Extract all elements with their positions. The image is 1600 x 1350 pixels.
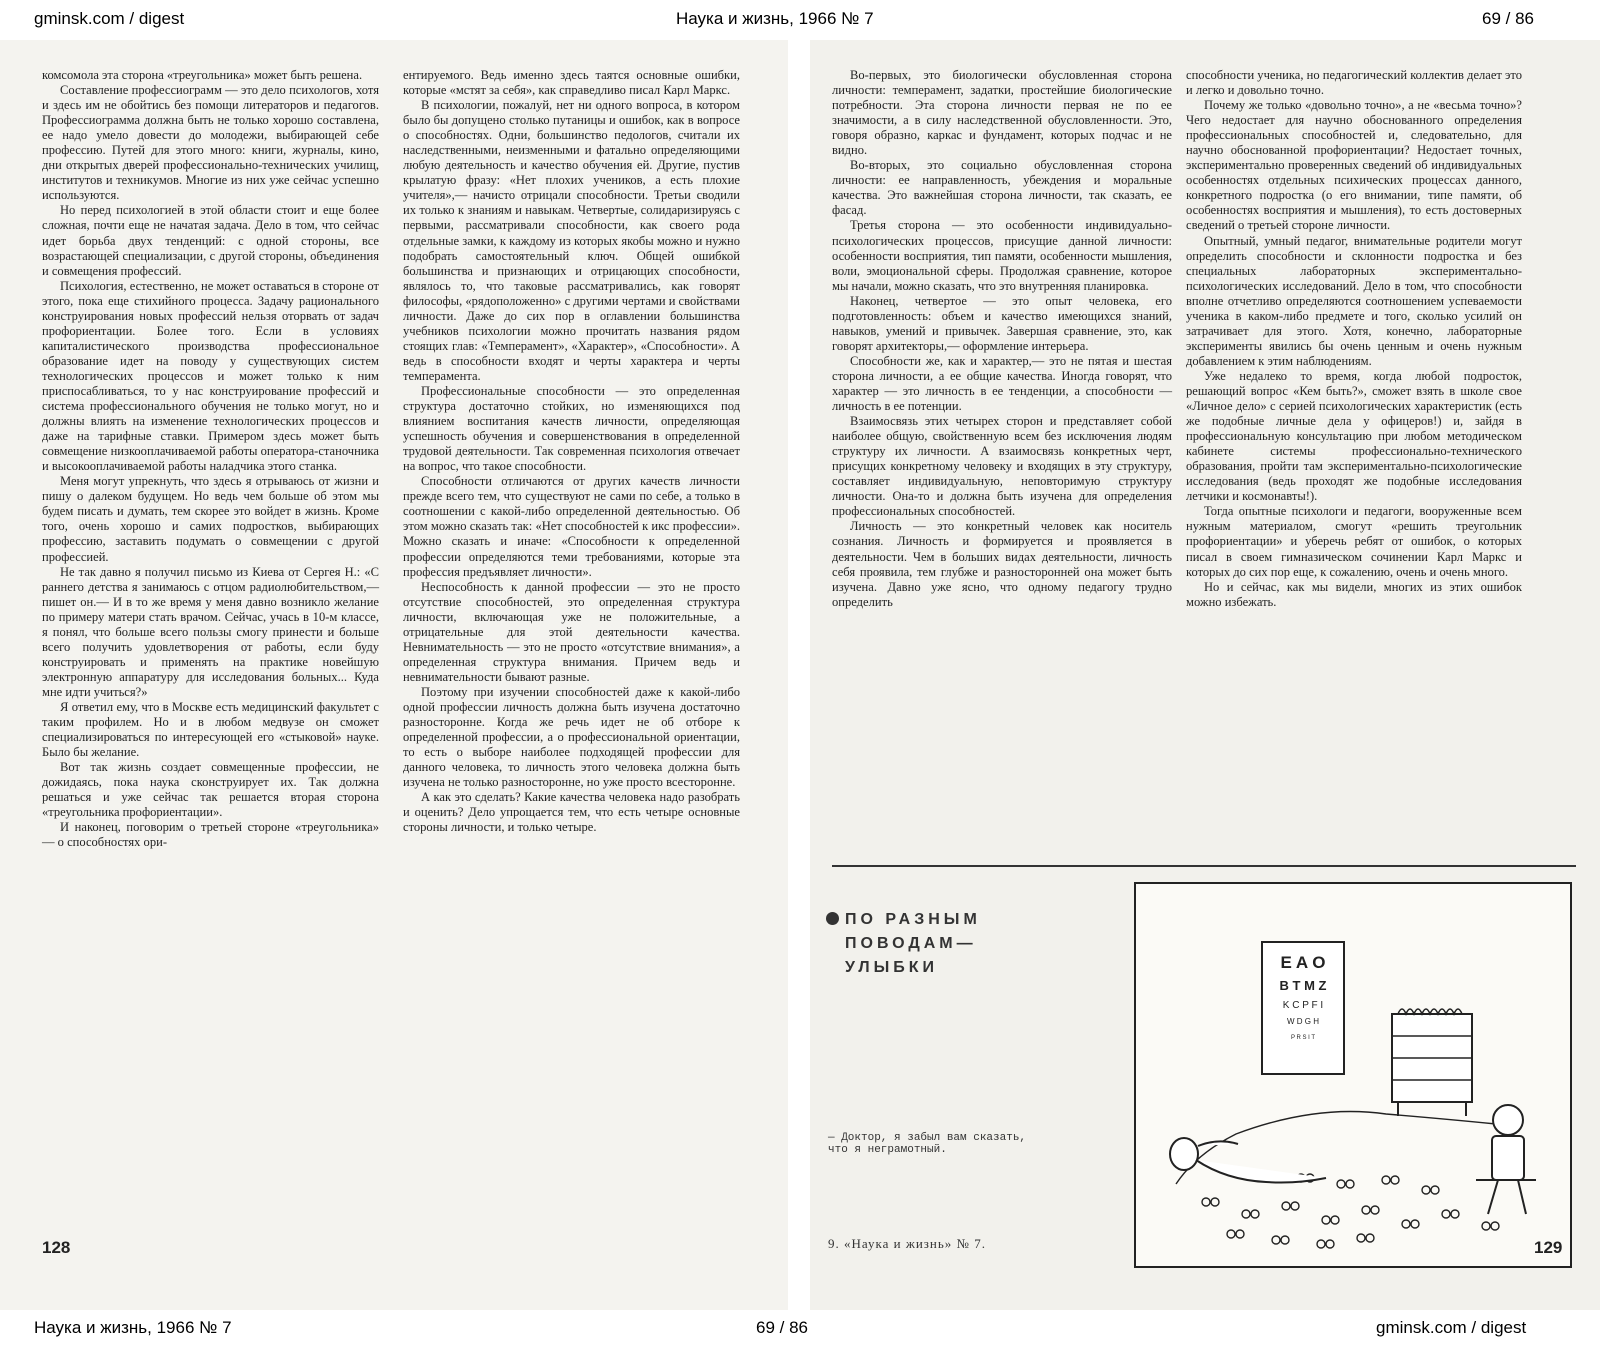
humor-heading-line: ПО РАЗНЫМ — [845, 911, 981, 928]
right-column-2 — [1186, 68, 1522, 610]
paragraph: Тогда опытные психологи и педагоги, вооруженные всем нужным материалом, смогут «решить треугольник профориентации» и уберечь ребят от ошибок, о которых писал в своем гимназическом сочинении Карл Маркс и которых до сих пор еще, к сожалению, очень и очень много. — [1186, 504, 1522, 579]
page-128 — [0, 40, 788, 1310]
section-divider — [832, 865, 1576, 867]
paragraph: Составление профессиограмм — это дело психологов, хотя и здесь им не обойтись без помощи литераторов и педагогов. Профессиограмма должна быть не только хорошо составлена, ее надо умело довести до молодежи, выбирающей себе профессию. Путей для этого много: книги, журналы, кино, дни открытых дверей профессионально-технических училищ, институтов и техникумов. Многие из них уже сейчас успешно используются. — [42, 83, 379, 203]
page-number-right: 129 — [1534, 1238, 1563, 1257]
eye-chart-row: W D G H — [1287, 1017, 1319, 1026]
footer-page-counter: 69 / 86 — [756, 1318, 808, 1337]
left-column-2 — [403, 68, 740, 835]
humor-heading-line: УЛЫБКИ — [845, 959, 938, 976]
paragraph: Не так давно я получил письмо из Киева от Сергея Н.: «С раннего детства я занимаюсь с отцом радиолюбительством,— пишет он.— И в то же время у меня давно возникло желание по примеру матери стать врачом. Сейчас, учась в 10-м классе, я понял, что больше всего пользы смогу принести и больше всего получить удовлетворения от работы, если буду конструировать и применять на практике новейшую электронную аппаратуру для исследования больных... Куда мне идти учиться?» — [42, 564, 379, 699]
eye-chart-row: P R S I T — [1290, 1035, 1316, 1041]
paragraph: Но и сейчас, как мы видели, многих из этих ошибок можно избежать. — [1186, 579, 1522, 609]
paragraph: способности ученика, но педагогический коллектив делает это и легко и довольно точно. — [1186, 68, 1523, 98]
paragraph: Взаимосвязь этих четырех сторон и представляет собой наиболее общую, свойственную всем без исключения людям структуру их личности. А взаимосвязь конкретных черт, присущих конкретному человеку и входящих в эту структуру, составляет индивидуальную, неповторимую структуру личности. Она-то и должна быть изучена для определения профессиональных способностей. — [832, 414, 1172, 519]
paragraph: Во-первых, это биологически обусловленная сторона личности: темперамент, задатки, простейшие биологические потребности. Эта сторона личности первая не по ее значимости, а в силу наследственной обусловленности. Это, говоря образно, каркас и фундамент, которых подчас и не видно. — [832, 68, 1172, 158]
eye-chart-row: B T M Z — [1279, 978, 1327, 993]
paragraph: Неспособность к данной профессии — это не просто отсутствие способностей, это определенная структура личности, включающая уже не положительные, а отрицательные для этой деятельности качества. Невнимательность — это не просто «отсутствие внимания», а определенная структура внимания. Причем ведь и невнимательности бывают разные. — [403, 579, 740, 684]
page-129 — [810, 40, 1600, 1310]
humor-heading-line: ПОВОДАМ— — [845, 935, 977, 952]
bullet-icon — [826, 912, 839, 925]
paragraph: Уже недалеко то время, когда любой подросток, решающий вопрос «Кем быть?», сможет взять в школе свое «Личное дело» с серией психологических характеристик (есть же подобные личные дела у офицеров!) и, зайдя в профессиональную консультацию при любом методическом кабинете системы профессионально-технического образования, пройти там экспериментально-психологические исследования (ведь проходят же подобные исследования летчики и космонавты!). — [1186, 368, 1522, 504]
paragraph: Опытный, умный педагог, внимательные родители могут определить способности и склонности подростка и без специальных лабораторных экспериментально-психологических исследований. Дело в том, что способности вполне отчетливо определяются соотношением успеваемости ученика в каком-либо предмете и того, сколько усилий он затрачивает для этого. Хотя, конечно, лабораторные эксперименты явились бы очень ценным и очень нужным добавлением к этим наблюдениям. — [1186, 233, 1522, 368]
paragraph: А как это сделать? Какие качества человека надо разобрать и оценить? Дело упрощается тем, что есть четыре основные стороны личности, и только четыре. — [403, 790, 740, 835]
paragraph: Поэтому при изучении способностей даже к какой-либо одной профессии личность должна быть изучена достаточно разносторонне. Когда же речь идет не об отборе к определенной профессии, а о профессиональной ориентации, то есть о выборе наиболее подходящей профессии для данного человека, то личность этого человека должна быть изучена не только разносторонне, но уже просто всесторонне. — [403, 684, 740, 790]
cartoon-caption: — Доктор, я забыл вам сказать, что я неграмотный. — [828, 1132, 1027, 1156]
header-title: Наука и жизнь, 1966 № 7 — [676, 9, 874, 28]
cartoon-drawing-icon — [1136, 884, 1570, 1266]
page-number-left: 128 — [42, 1238, 71, 1257]
paragraph: Во-вторых, это социально обусловленная сторона личности: ее направленность, убеждения и моральные качества. Это важнейшая сторона личности, так сказать, ее фасад. — [832, 158, 1172, 218]
cartoon-illustration — [1134, 882, 1572, 1268]
left-column-1 — [42, 68, 379, 850]
footer-site: gminsk.com / digest — [1376, 1318, 1527, 1337]
humor-heading — [826, 908, 981, 980]
paragraph: Но перед психологией в этой области стоит и еще более сложная, почти еще не начатая задача. Дело в том, что сейчас идет борьба двух тенденций: с одной стороны, все возрастающей специализации, с другой стороны, объединения и совмещения профессий. — [42, 203, 379, 278]
paragraph: Я ответил ему, что в Москве есть медицинский факультет с таким профилем. Но и в любом медвузе он сможет специализироваться по интересующей его «стыковой» науке. Было бы желание. — [42, 699, 379, 760]
paragraph: Личность — это конкретный человек как носитель сознания. Личность и формируется и проявляется в деятельности. Чем в больших видах деятельности, личность себя проявила, тем глубже и разносторонней она может быть изучена. Давно уже ясно, что одному педагогу трудно определить — [832, 519, 1172, 609]
paragraph: Способности отличаются от других качеств личности прежде всего тем, что существуют не сами по себе, а только в соотношении с какой-либо определенной деятельностью. Об этом можно сказать так: «Нет способностей к икс профессии». Можно сказать и иначе: «Способности к определенной профессии определяются теми требованиями, которые эта профессия предъявляет личности». — [403, 474, 740, 579]
eye-chart-row: E A O — [1280, 953, 1326, 972]
paragraph: И наконец, поговорим о третьей стороне «треугольника» — о способностях ори- — [42, 820, 379, 850]
paragraph: Психология, естественно, не может оставаться в стороне от этого, пока еще стихийного процесса. Задачу рационального конструирования новых профессий нельзя оторвать от задач профориентации. Более того. Если в условиях капиталистического производства профессиональное образование идет на поводу у существующих систем технологических процессов и может только к ним приспосабливаться, то у нас конструирование профессий и система профессионального обучения не только могут, но и должны влиять на изменение технологических процессов и даже на тарифные ставки. Примером здесь может быть совмещение низкооплачиваемой работы оператора-станочника и высокооплачиваемой работы наладчика этого станка. — [42, 278, 379, 474]
page-footer-note: 9. «Наука и жизнь» № 7. — [828, 1236, 986, 1251]
footer-title: Наука и жизнь, 1966 № 7 — [34, 1318, 232, 1337]
paragraph: Способности же, как и характер,— это не пятая и шестая сторона личности, а ее общие качества. Иногда говорят, что характер — это личность в ее тенденции, а способности — личность в ее потенции. — [832, 353, 1172, 414]
paragraph: Почему же только «довольно точно», а не «весьма точно»? Чего недостает для научно обоснованного определения профессиональных способностей и, следовательно, для научно обоснованной профориентации? Недостает точных, экспериментально проверенных сведений об индивидуальных особенностях отдельных психических процессах данного, конкретного подростка (о его внимании, типе памяти, об особенностях восприятия и мышления), то есть достоверных сведений о третьей стороне личности. — [1186, 98, 1522, 233]
header-page-counter: 69 / 86 — [1482, 9, 1534, 28]
paragraph: Вот так жизнь создает совмещенные профессии, не дожидаясь, пока наука сконструирует их. Так должна решаться и уже сейчас так решается вторая сторона «треугольника профориентации». — [42, 760, 379, 820]
paragraph: ентируемого. Ведь именно здесь таятся основные ошибки, которые «мстят за себя», как справедливо писал Карл Маркс. — [403, 68, 740, 98]
paragraph: комсомола эта сторона «треугольника» может быть решена. — [42, 68, 363, 82]
eye-chart-row: K C P F I — [1282, 1000, 1324, 1011]
right-column-1 — [832, 68, 1172, 610]
paragraph: Наконец, четвертое — это опыт человека, его подготовленность: объем и качество имеющихся знаний, навыков, умений и привычек. Завершая сравнение, это, как говорят архитекторы,— оформление интерьера. — [832, 293, 1172, 353]
paragraph: Меня могут упрекнуть, что здесь я отрываюсь от жизни и пишу о далеком будущем. Но ведь чем больше об этом мы будем писать и думать, тем скорее это войдет в жизнь. Кроме того, очень хорошо и самих подростков, выбирающих профессию, заставить подумать о совмещении с другой профессией. — [42, 474, 379, 564]
paragraph: Третья сторона — это особенности индивидуально-психологических процессов, присущие данной личности: особенности восприятия, тип памяти, особенности мышления, воли, эмоциональной сферы. Продолжая сравнение, которое мы начали, можно сказать, что это внутренняя планировка. — [832, 218, 1172, 293]
header-site: gminsk.com / digest — [34, 9, 185, 28]
paragraph: Профессиональные способности — это определенная структура достаточно стойких, но изменяющихся под влиянием воспитания качеств личности, определяющая успешность обучения и совершенствования в определенной трудовой деятельности. Так современная психология отвечает на вопрос, что такое способности. — [403, 383, 740, 474]
paragraph: В психологии, пожалуй, нет ни одного вопроса, в котором было бы допущено столько путаницы и ошибок, как в вопросе о способностях. Одни, большинство педологов, считали их наследственными, неизменными и фатально определяющими любую деятельность и качество обучения ей. Другие, пустив крылатую фразу: «Нет плохих учеников, а есть плохие учителя»,— начисто отрицали способности. Третьи сводили их только к знаниям и навыкам. Четвертые, солидаризируясь с первыми, рассматривали способности, как своего рода отдельные замки, к каждому из которых якобы можно и нужно подобрать самостоятельный ключ. Общей ошибкой большинства и признающих и отрицающих способности, являлось то, что таковые рассматривались, как говорят философы, «рядоположенно» с другими чертами и свойствами личности. Даже до сих пор в оглавлении большинства учебников психологии можно прочитать названия рядом стоящих глав: «Темперамент», «Характер», «Способности». А ведь в способности входят и черты характера и черты темперамента. — [403, 98, 740, 383]
